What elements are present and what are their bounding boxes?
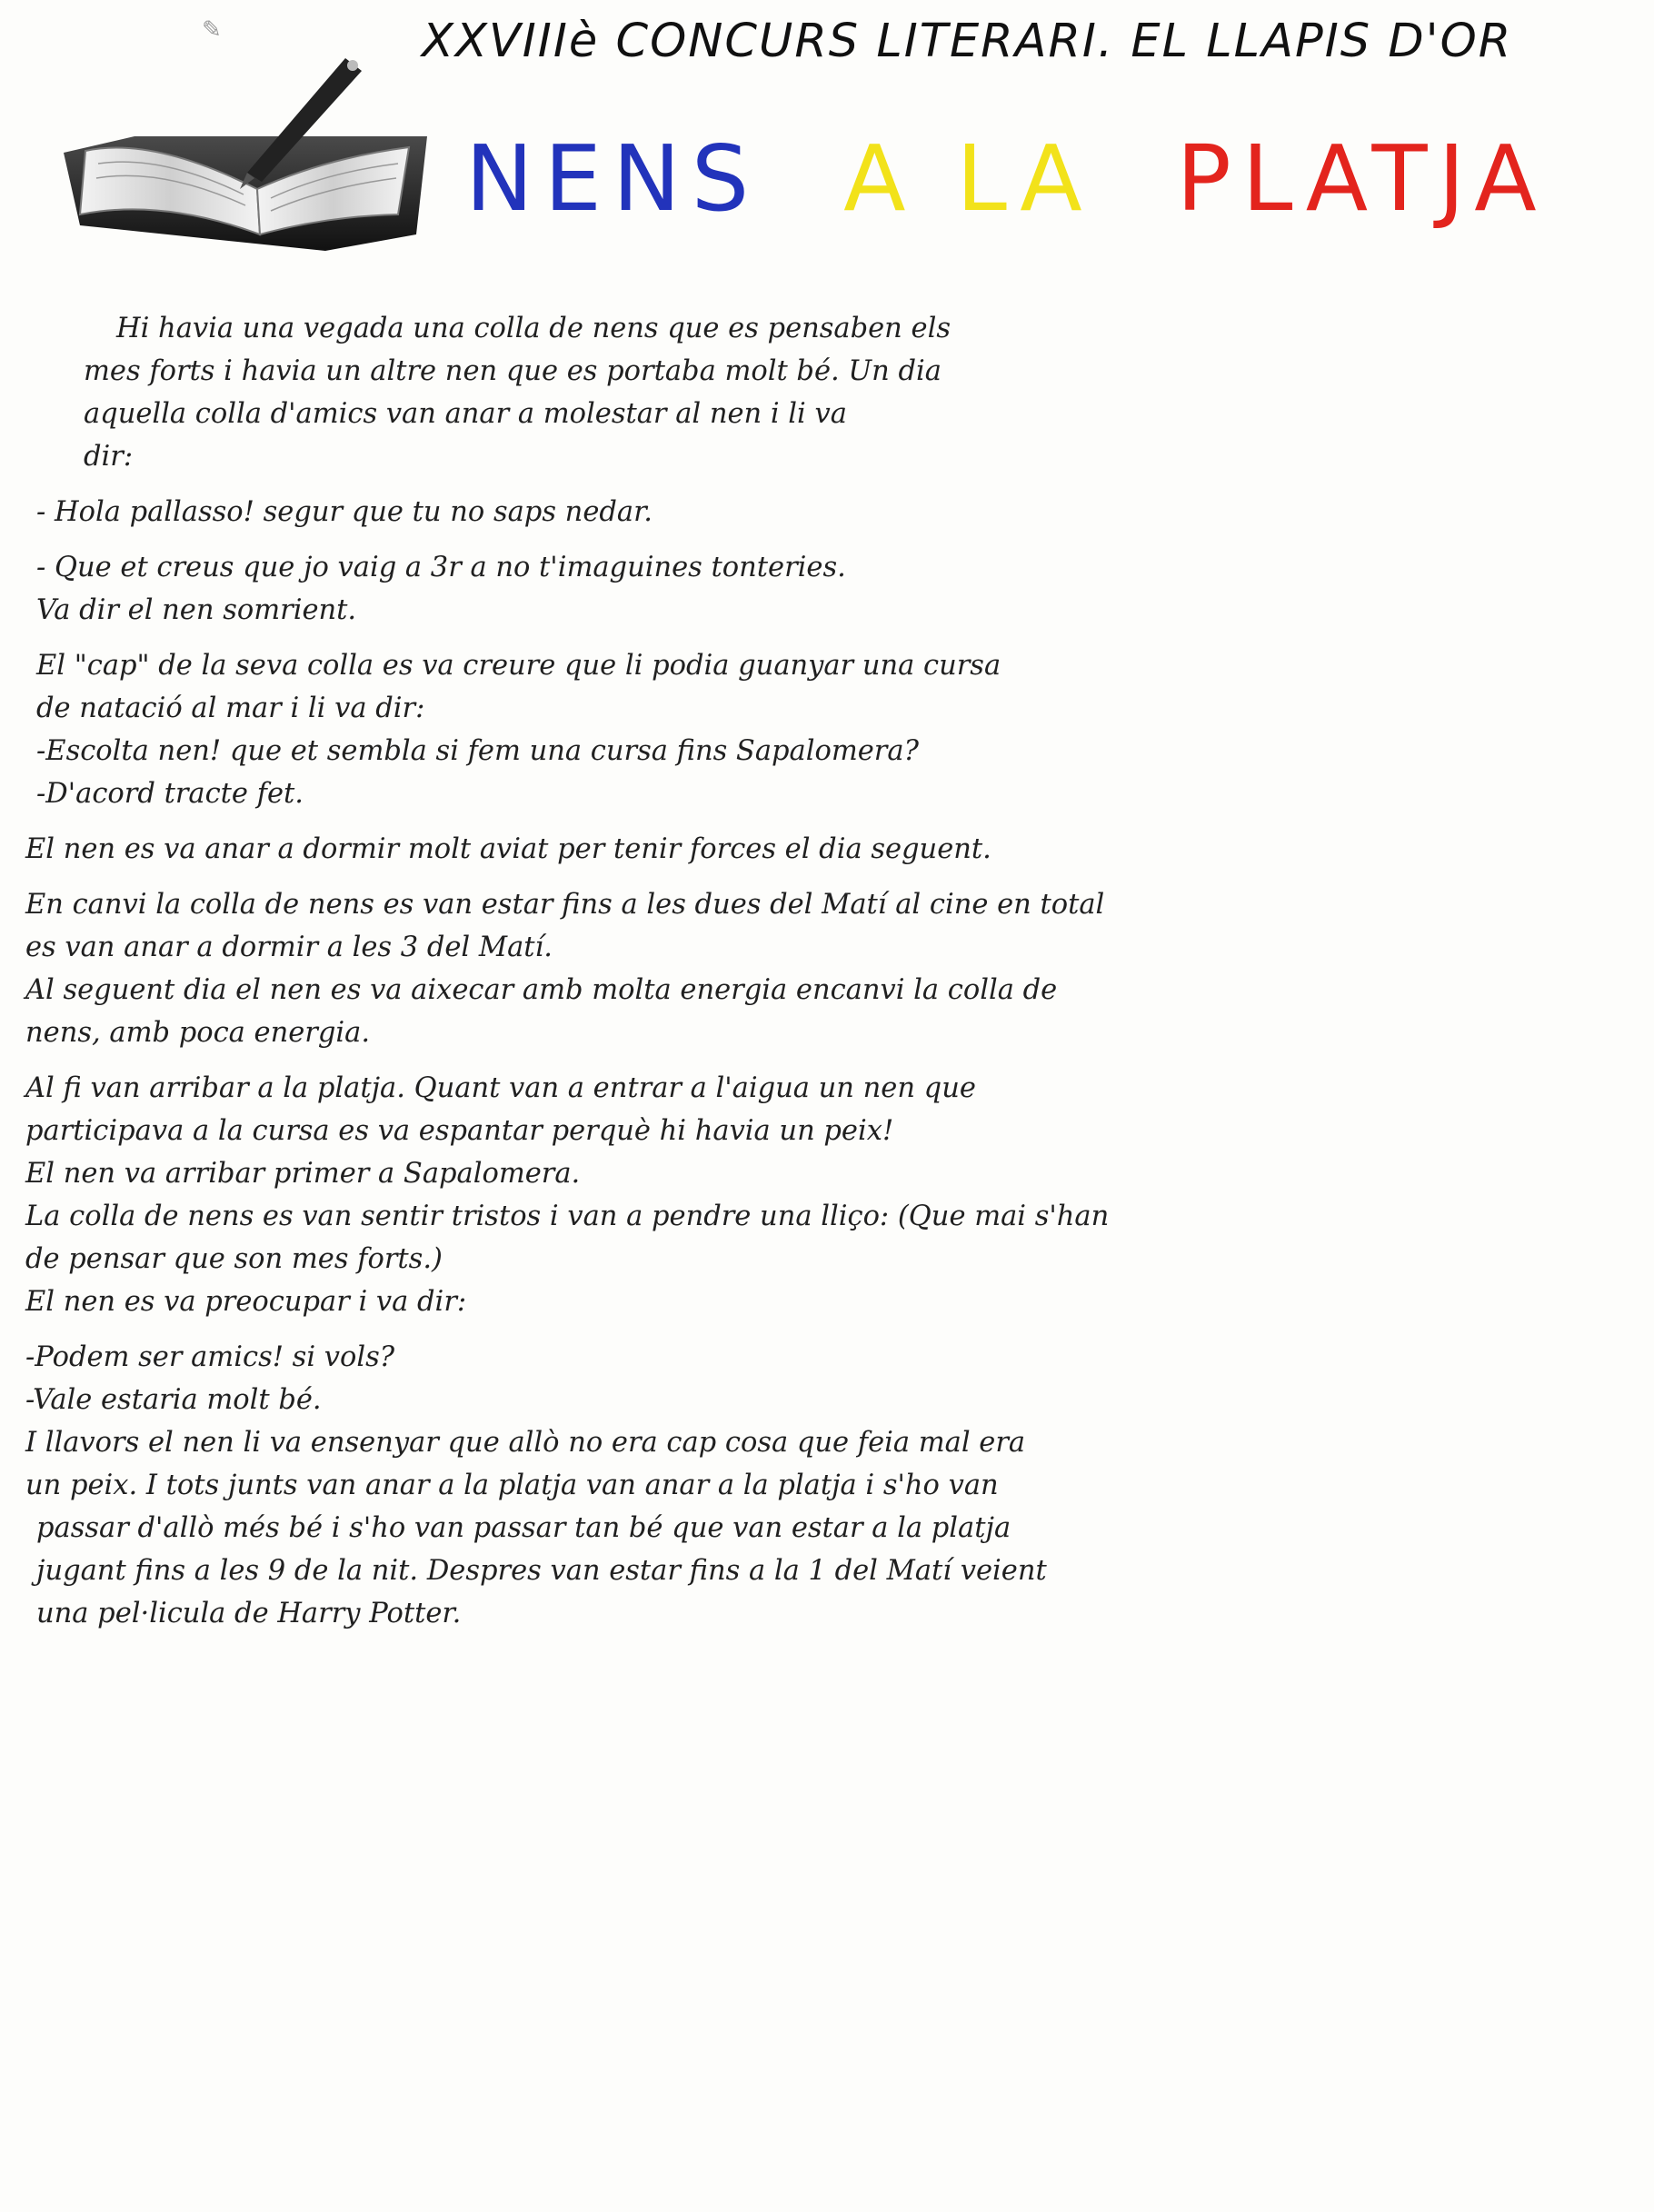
- story-line: Al seguent dia el nen es va aixecar amb molta energia encanvi la colla de: [25, 974, 1058, 1006]
- story-line: una pel·licula de Harry Potter.: [36, 1598, 462, 1629]
- story-line: Al fi van arribar a la platja. Quant van a entrar a l'aigua un nen que: [25, 1072, 976, 1104]
- contest-title: XXVIIIè CONCURS LITERARI. EL LLAPIS D'OR: [422, 15, 1513, 68]
- story-line: mes forts i havia un altre nen que es portaba molt bé. Un dia: [84, 355, 942, 387]
- story-line: -Podem ser amics! si vols?: [25, 1341, 395, 1373]
- story-line: -Escolta nen! que et sembla si fem una cursa fins Sapalomera?: [36, 735, 919, 767]
- title-word-platja: PLATJA: [1176, 125, 1548, 232]
- story-line: - Hola pallasso! segur que tu no saps nedar.: [36, 496, 653, 528]
- title-word-a-la: A LA: [843, 125, 1093, 232]
- story-line: aquella colla d'amics van anar a molestar al nen i li va: [84, 398, 847, 430]
- story-line: -D'acord tracte fet.: [36, 778, 304, 810]
- story-line: Hi havia una vegada una colla de nens que es pensaben els: [116, 313, 951, 344]
- story-line: Va dir el nen somrient.: [36, 594, 357, 626]
- title-word-nens: NENS: [465, 125, 761, 232]
- story-line: es van anar a dormir a les 3 del Matí.: [25, 932, 553, 963]
- story-text: [25, 307, 1629, 2197]
- story-line: un peix. I tots junts van anar a la platja van anar a la platja i s'ho van: [25, 1470, 999, 1501]
- story-line: nens, amb poca energia.: [25, 1017, 371, 1049]
- story-line: El "cap" de la seva colla es va creure que li podia guanyar una cursa: [36, 650, 1001, 682]
- story-line: -Vale estaria molt bé.: [25, 1384, 322, 1416]
- story-line: El nen va arribar primer a Sapalomera.: [25, 1158, 581, 1190]
- story-line: El nen es va preocupar i va dir:: [25, 1286, 467, 1318]
- story-line: El nen es va anar a dormir molt aviat per tenir forces el dia seguent.: [25, 833, 991, 865]
- story-line: I llavors el nen li va ensenyar que allò no era cap cosa que feia mal era: [25, 1427, 1026, 1459]
- open-book-with-pen-icon: [53, 53, 434, 280]
- story-line: participava a la cursa es va espantar perquè hi havia un peix!: [25, 1115, 894, 1147]
- story-line: jugant fins a les 9 de la nit. Despres van estar fins a la 1 del Matí veient: [36, 1555, 1047, 1587]
- story-line: passar d'allò més bé i s'ho van passar tan bé que van estar a la platja: [36, 1512, 1011, 1544]
- story-line: En canvi la colla de nens es van estar fins a les dues del Matí al cine en total: [25, 889, 1105, 921]
- story-line: de pensar que son mes forts.): [25, 1243, 443, 1275]
- story-line: La colla de nens es van sentir tristos i van a pendre una lliço: (Que mai s'han: [25, 1201, 1110, 1232]
- story-line: - Que et creus que jo vaig a 3r a no t'imaguines tonteries.: [36, 552, 846, 583]
- story-title: [465, 125, 1591, 271]
- pencil-mark-icon: ✎: [202, 16, 222, 44]
- story-line: de natació al mar i li va dir:: [36, 692, 425, 724]
- story-line: dir:: [84, 441, 134, 473]
